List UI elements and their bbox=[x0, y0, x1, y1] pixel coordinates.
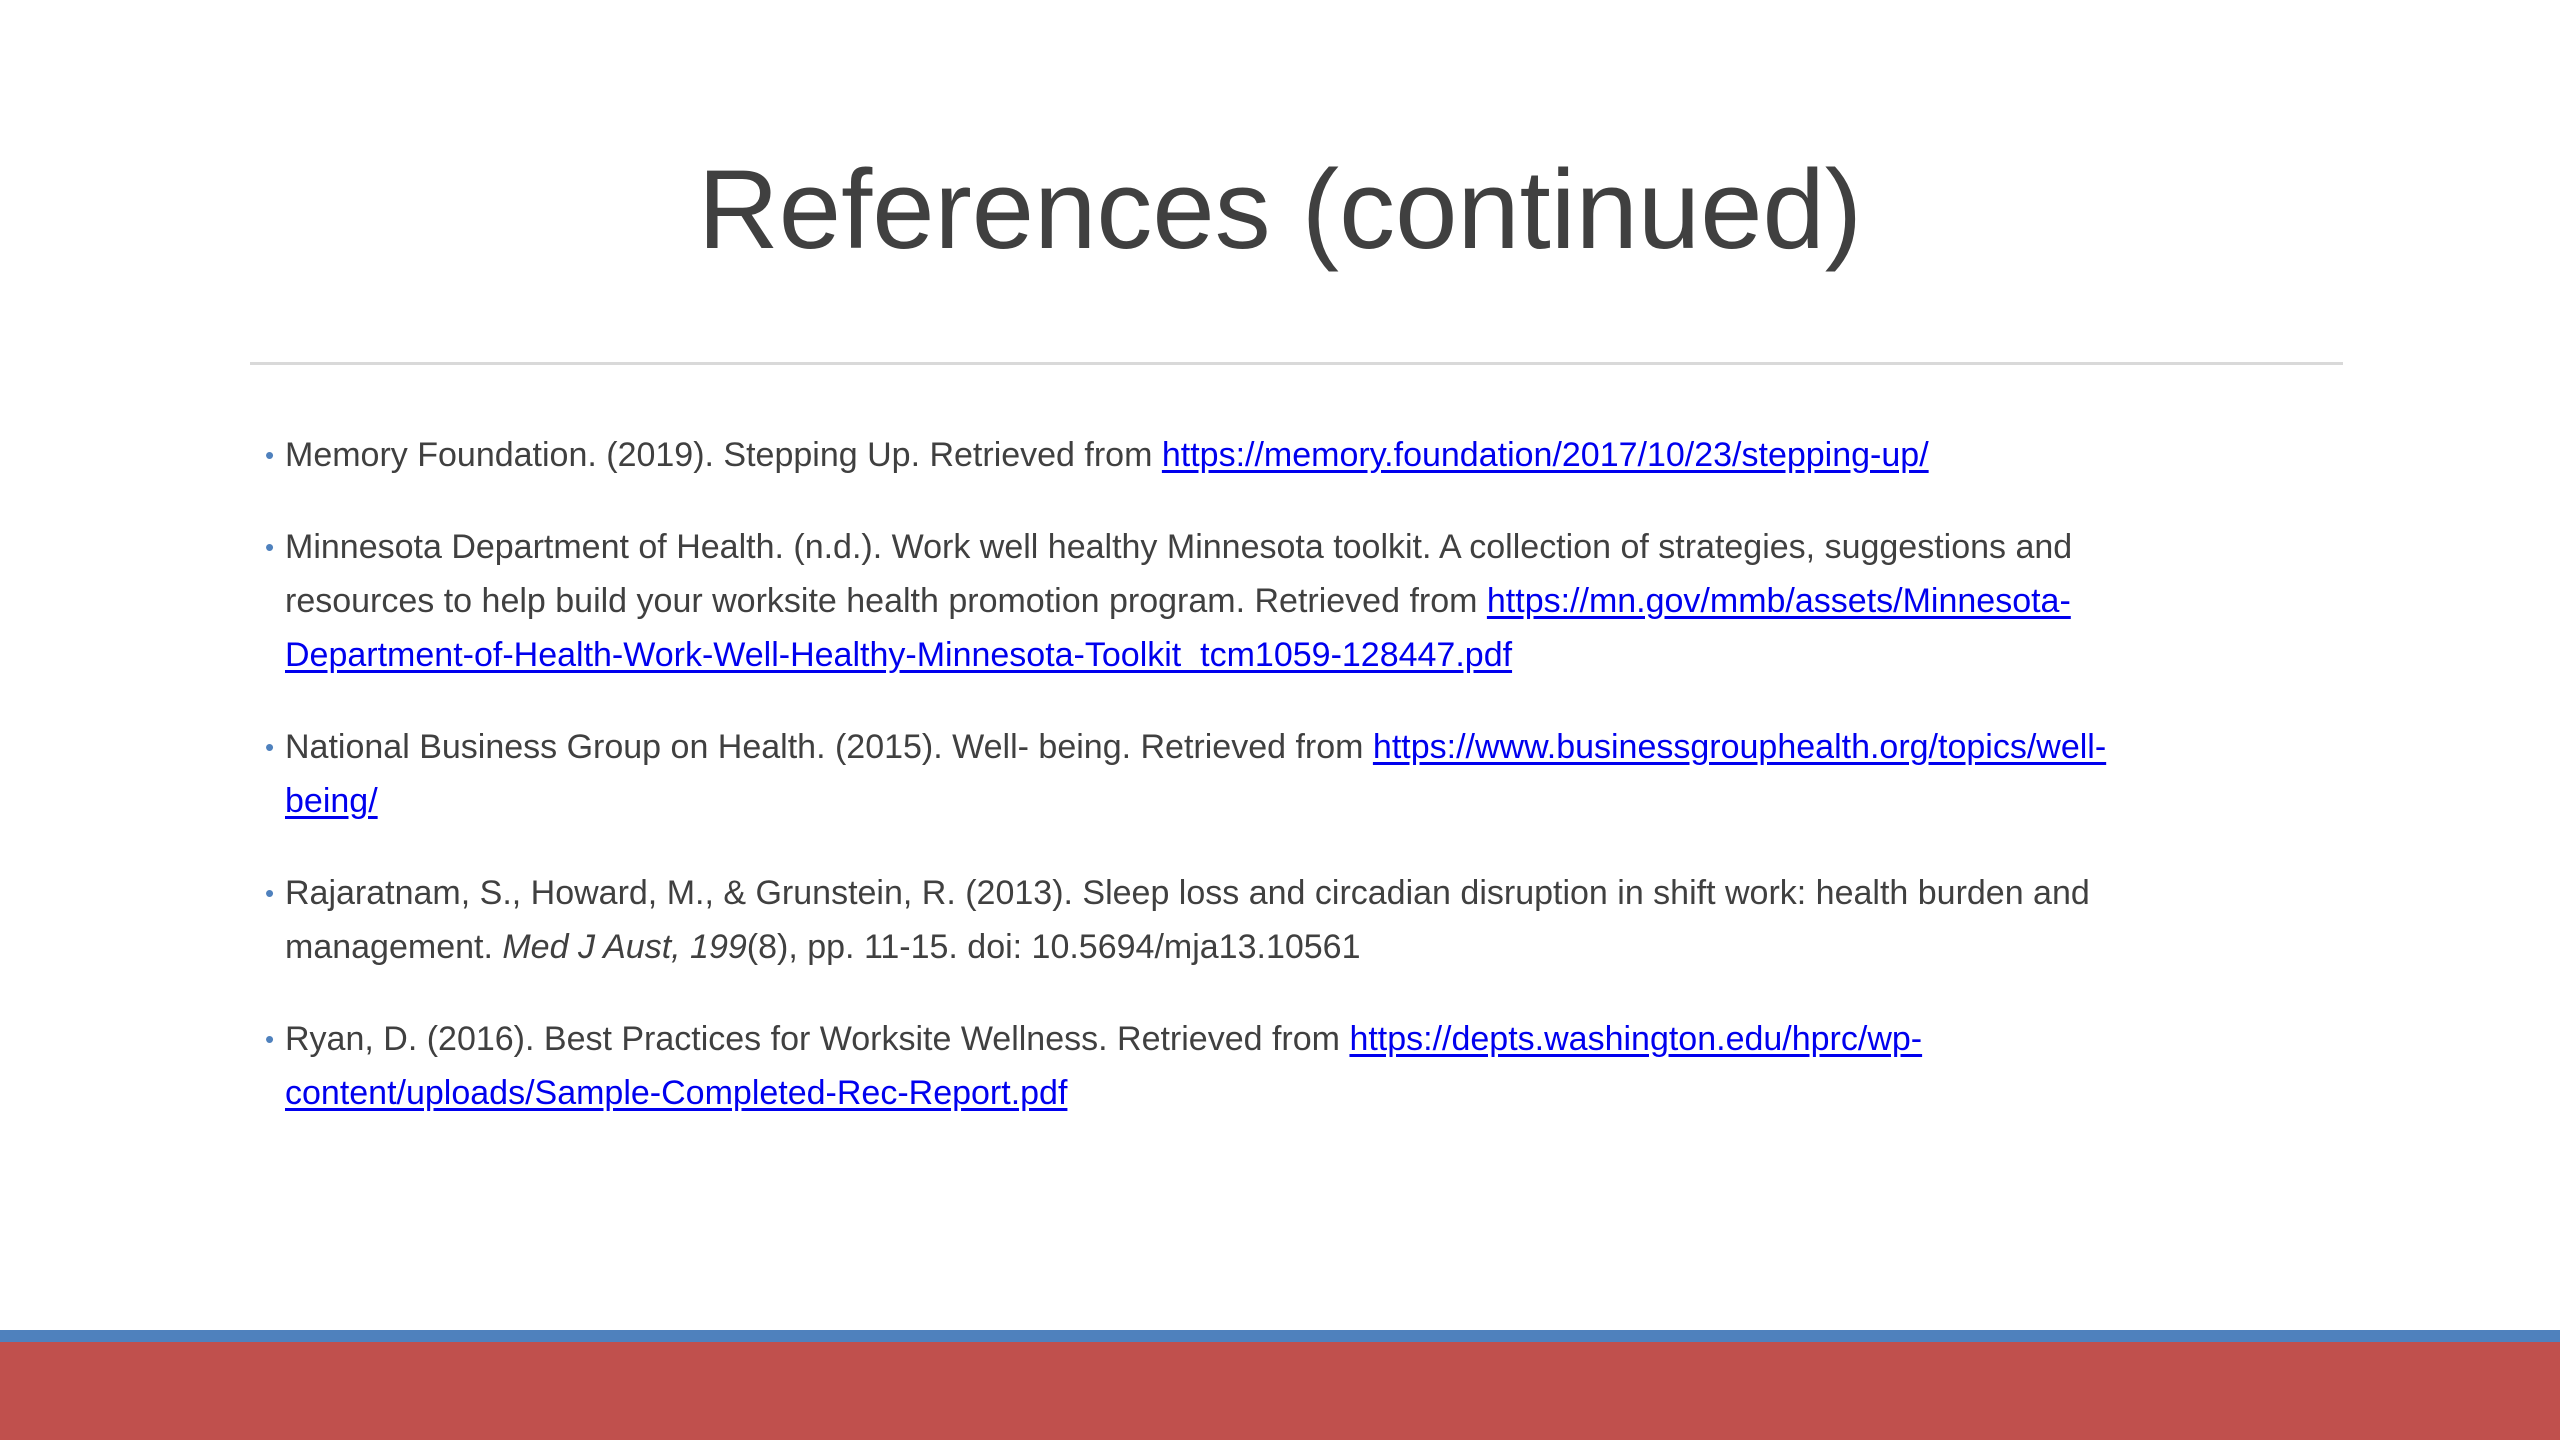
reference-item bbox=[265, 520, 2195, 682]
bullet-icon: • bbox=[265, 440, 275, 470]
reference-item bbox=[265, 866, 2195, 974]
reference-link[interactable]: https://mn.gov/mmb/assets/Minnesota-Department-of-Health-Work-Well-Healthy-Minnesota-Toolkit_tcm1059-128447.pdf bbox=[285, 582, 2071, 674]
reference-text: Rajaratnam, S., Howard, M., & Grunstein, R. (2013). Sleep loss and circadian disruption in shift work: health burden and management. bbox=[285, 874, 2090, 966]
reference-link[interactable]: https://depts.washington.edu/hprc/wp-content/uploads/Sample-Completed-Rec-Report.pdf bbox=[285, 1020, 1923, 1112]
footer-band bbox=[0, 1342, 2560, 1440]
bullet-icon: • bbox=[265, 1024, 275, 1054]
bullet-icon: • bbox=[265, 532, 275, 562]
reference-item bbox=[265, 1012, 2195, 1120]
reference-text: Memory Foundation. (2019). Stepping Up. Retrieved from bbox=[285, 436, 1162, 474]
bullet-icon: • bbox=[265, 732, 275, 762]
reference-link[interactable]: https://www.businessgrouphealth.org/topics/well-being/ bbox=[285, 728, 2107, 820]
reference-item bbox=[265, 428, 2195, 482]
reference-list bbox=[265, 428, 2195, 1158]
reference-text: National Business Group on Health. (2015). Well- being. Retrieved from bbox=[285, 728, 1373, 766]
reference-link[interactable]: https://memory.foundation/2017/10/23/stepping-up/ bbox=[1161, 436, 1929, 474]
bullet-icon: • bbox=[265, 878, 275, 908]
reference-item bbox=[265, 720, 2195, 828]
footer-stripe bbox=[0, 1330, 2560, 1342]
title-divider bbox=[250, 362, 2343, 365]
reference-tail: (8), pp. 11-15. doi: 10.5694/mja13.10561 bbox=[746, 928, 1361, 966]
slide-title: References (continued) bbox=[697, 147, 1863, 272]
journal-citation: Med J Aust, 199 bbox=[502, 928, 747, 966]
reference-text: Minnesota Department of Health. (n.d.). Work well healthy Minnesota toolkit. A collection of strategies, suggestions and resources to help build your worksite health promotion program. Retrieved from bbox=[285, 528, 2073, 620]
reference-text: Ryan, D. (2016). Best Practices for Worksite Wellness. Retrieved from bbox=[285, 1020, 1350, 1058]
